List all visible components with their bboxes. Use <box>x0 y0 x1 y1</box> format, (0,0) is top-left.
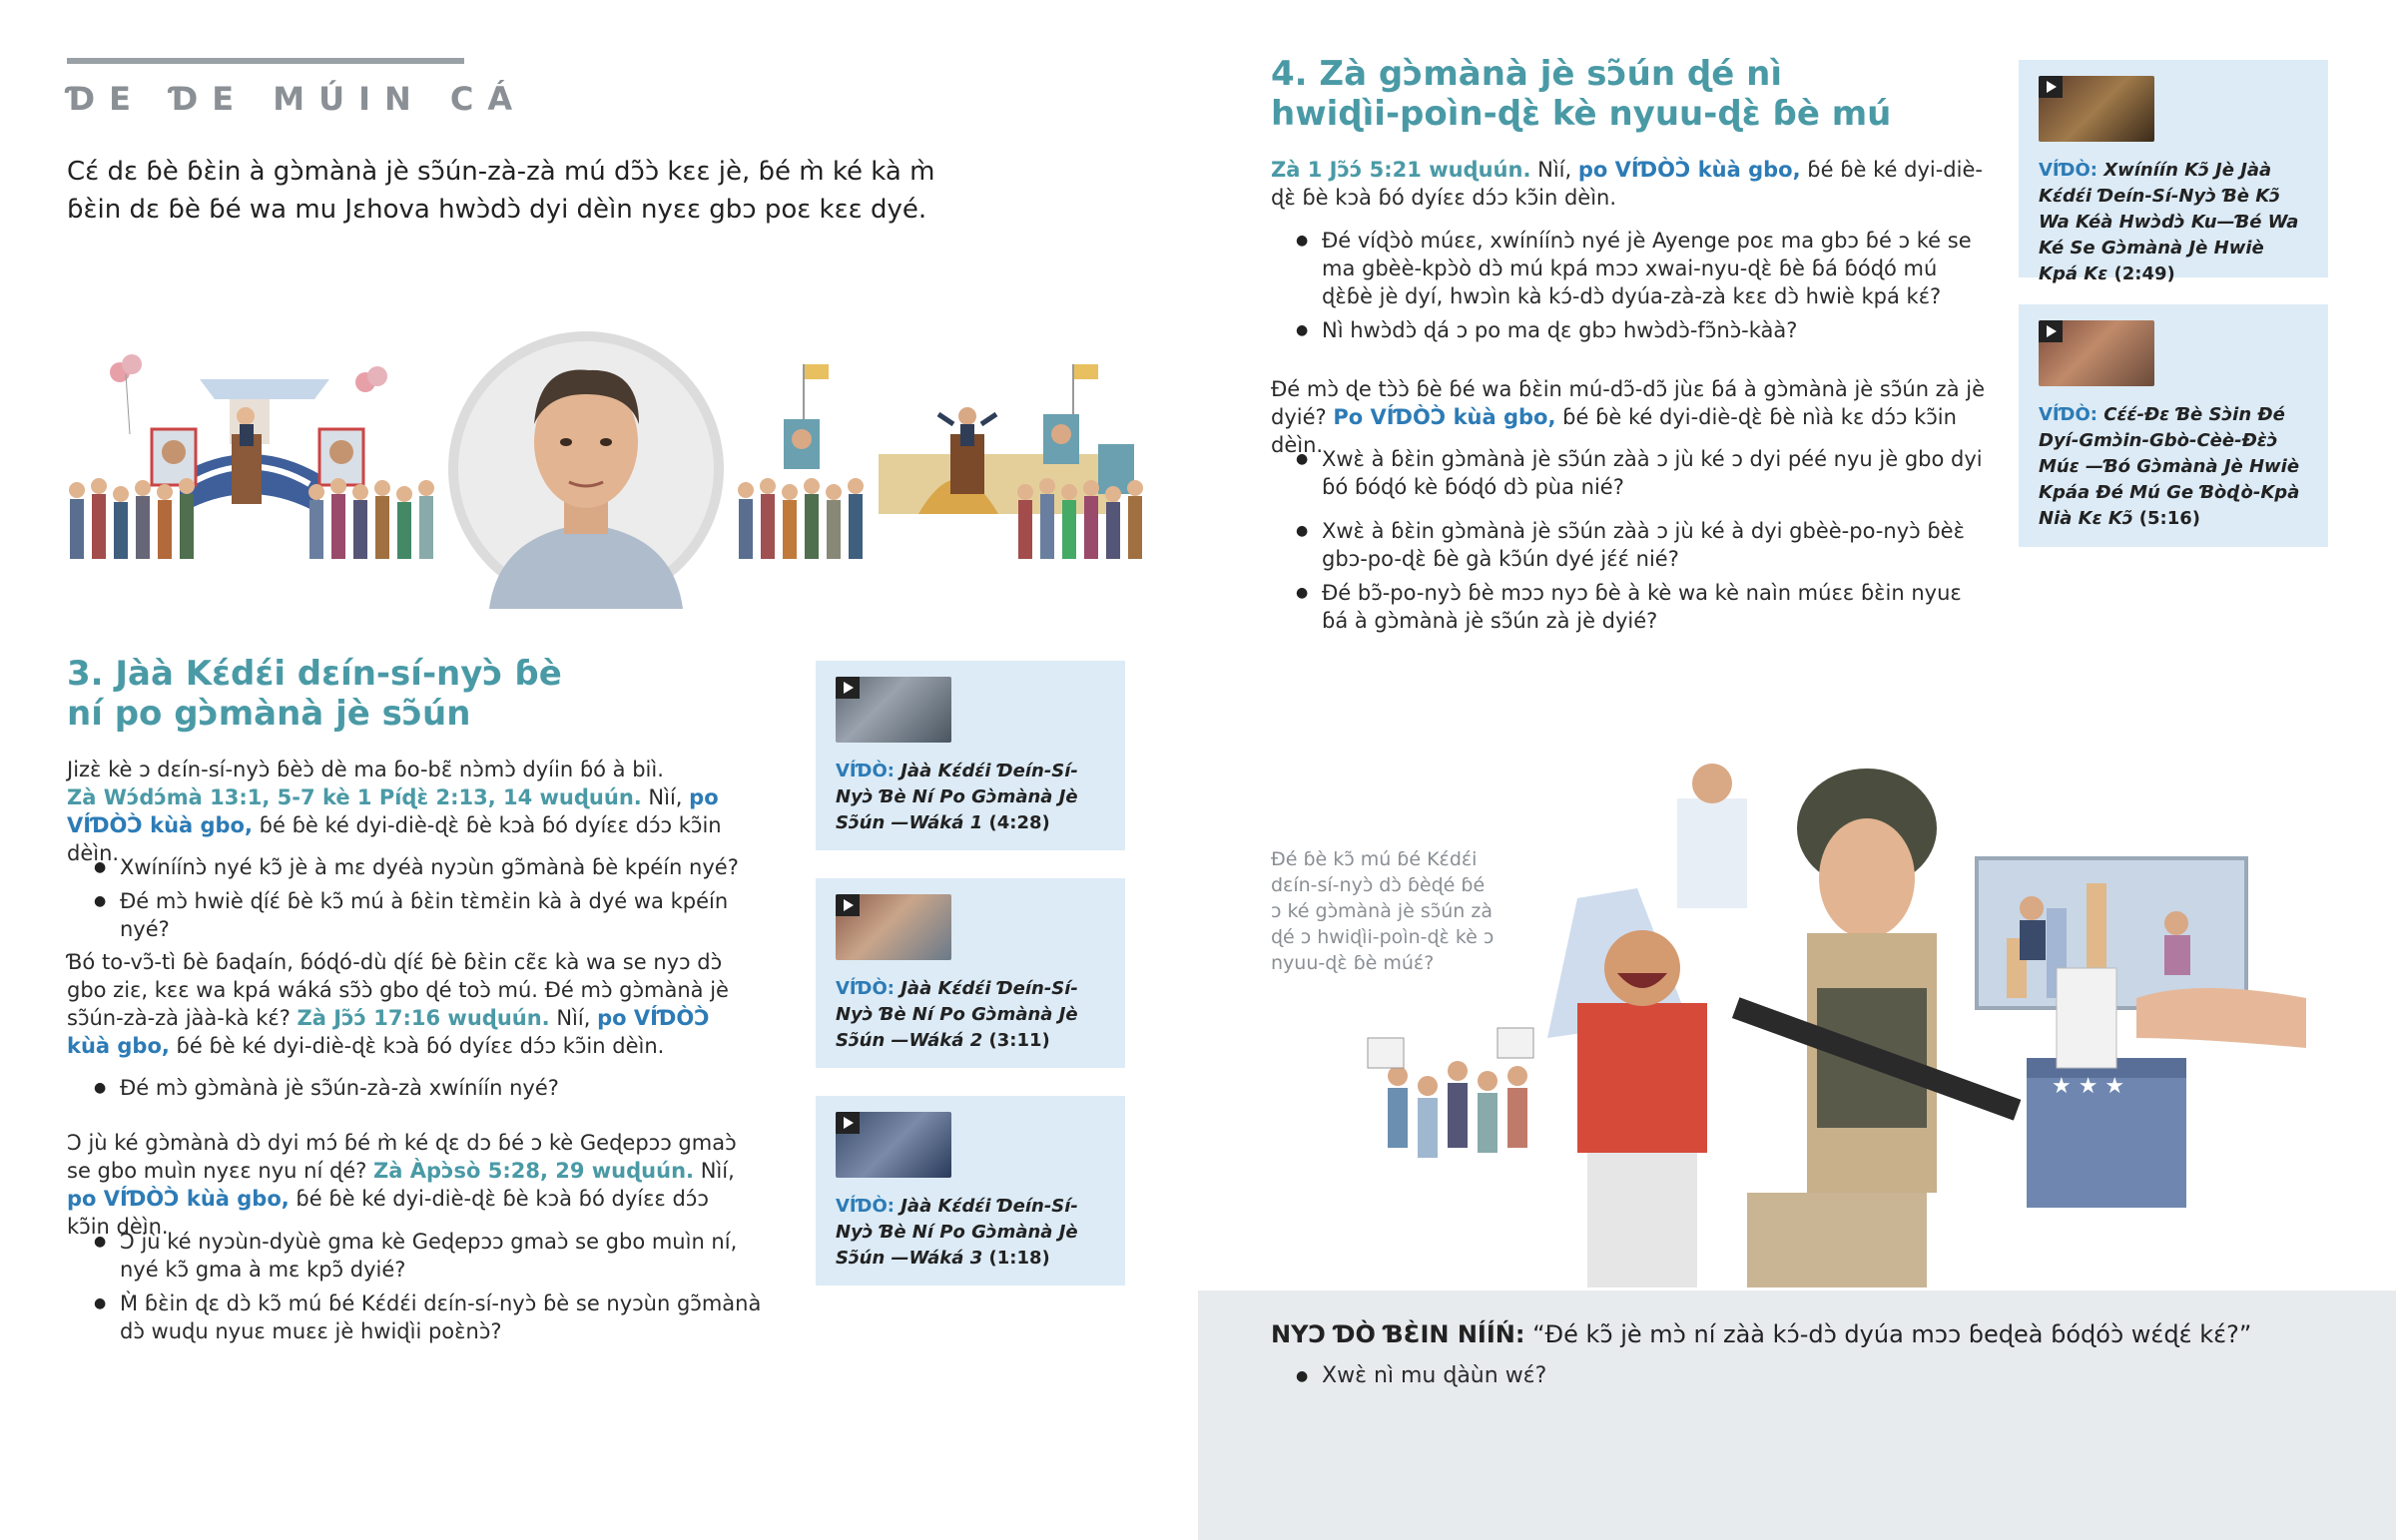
play-icon[interactable] <box>2039 76 2063 98</box>
question-item: ● Xwɛ̀ à ɓɛ̀in gɔ̀mànà jè sɔ̃ún zàà ɔ jù ké ɔ dyi péé nyu jè gbo dyi ɓó ɓóɖó kè ɓóɖó dɔ̀ pùa nié? <box>1294 445 1993 501</box>
section-4-questions-1 <box>1294 227 1993 350</box>
scripture-reference[interactable]: Zà Wɔ́dɔ́mà 13:1, 5-7 kè 1 Píɖɛ̀ 2:13, 14 wuɖuún. <box>67 785 642 809</box>
video-card-3[interactable] <box>816 1096 1125 1285</box>
section-3-heading <box>67 654 826 734</box>
question-item: ● Ɖé mɔ̀ gɔ̀mànà jè sɔ̃ún-zà-zà xwíníín nyé? <box>92 1074 771 1102</box>
discussion-prompt <box>1271 1317 2329 1351</box>
paragraph-text: ɓé ɓè ké dyi-diè-ɖɛ̀ ɓè kɔà ɓó dyíɛɛ dɔ́ɔ kɔ̃in dèìn. <box>67 1187 709 1239</box>
video-thumbnail[interactable] <box>2039 320 2154 386</box>
paragraph-text: Ɖé mɔ̀ ɖe tɔ̀ɔ̀ ɓè ɓé wa ɓɛ̀in mú-dɔ̃-dɔ̃ jùɛ ɓá à gɔ̀mànà jè sɔ̃ún zà jè dyié? <box>1271 377 1985 429</box>
video-thumbnail[interactable] <box>836 677 951 743</box>
video-duration: (1:18) <box>988 1248 1050 1269</box>
scripture-reference[interactable]: Zà Jɔ̃ɔ́ 17:16 wuɖuún. <box>297 1006 550 1030</box>
section-title: ƊE ƊE MÚIN CÁ <box>67 80 527 118</box>
play-icon[interactable] <box>836 677 860 699</box>
neutrality-illustration <box>1348 759 2366 1287</box>
paragraph-text: ɓé ɓè ké dyi-diè-ɖɛ̀ kɔà ɓó dyíɛɛ dɔ́ɔ kɔ̃in dèìn. <box>169 1034 665 1058</box>
video-duration: (3:11) <box>988 1030 1050 1051</box>
video-link[interactable]: Po VÍƊÒƆ̀ kùà gbo, <box>1333 405 1556 429</box>
left-rally-scene <box>69 354 434 559</box>
section-3-paragraph-1 <box>67 756 756 867</box>
video-label: VÍƊÒ: <box>836 761 895 781</box>
section-4-questions-2 <box>1294 445 1993 641</box>
scripture-reference[interactable]: Zà 1 Jɔ̃ɔ́ 5:21 wuɖuún. <box>1271 158 1531 182</box>
paragraph-text: Ɔ jù ké gɔ̀mànà dɔ̀ dyi mɔ́ ɓé m̀ ké ɖɛ dɔ ɓé ɔ kè Geɖepɔɔ gmaɔ̀ se gbo muìn nyɛɛ nyu ní ɖé? <box>67 1131 737 1183</box>
video-duration: (4:28) <box>988 812 1050 833</box>
section-4-heading <box>1271 54 1990 134</box>
section-4-heading-line1: 4. Zà gɔ̀mànà jè sɔ̃ún ɖé nì <box>1271 54 1783 94</box>
section-3-paragraph-3 <box>67 1129 756 1241</box>
video-title: Xwíníín Kɔ̃ Jè Jàà Kɛ́dɛ́i Ɗeín-Sí-Nyɔ̀ Ɓè Kɔ̃ Wa Kéà Hwɔ̀dɔ̀ Ku—Ɓé Wa Ké Se Gɔ̀mànà Jè Hwiè Kpá Kɛ <box>2039 160 2299 284</box>
section-3-heading-line2: ní po gɔ̀mànà jè sɔ̃ún <box>67 694 471 734</box>
section-4-paragraph-1 <box>1271 156 1990 212</box>
video-caption <box>836 976 1105 1054</box>
section-title-rule <box>67 58 464 64</box>
right-rally-scene <box>738 364 1143 559</box>
video-thumbnail[interactable] <box>2039 76 2154 142</box>
video-duration: (2:49) <box>2113 263 2175 284</box>
video-link[interactable]: po VÍƊÒƆ̀ kùà gbo, <box>67 785 719 837</box>
video-caption <box>836 1194 1105 1272</box>
video-title: Jàà Kɛ́dɛ́i Ɗeín-Sí-Nyɔ̀ Ɓè Ní Po Gɔ̀mànà Jè Sɔ̃ún —Wáká 2 <box>836 978 1078 1051</box>
play-icon[interactable] <box>2039 320 2063 342</box>
question-item: ● Ɖé mɔ̀ hwiè ɖíɛ́ ɓè kɔ̃ mú à ɓɛ̀in tɛ̀mɛ̀in kà à dyé wa kpéín nyé? <box>92 887 771 943</box>
section-3-questions-2 <box>92 1074 771 1108</box>
illustration-caption: Ɖé ɓè kɔ̃ mú ɓé Kɛ́dɛ́i dɛín-sí-nyɔ̀ dɔ̀ ɓèɖé ɓé ɔ ké gɔ̀mànà jè sɔ̃ún zà ɖé ɔ hwiɖìi-poìn-ɖɛ̀ kè ɔ nyuu-ɖɛ̀ ɓè múɛ́? <box>1271 848 1495 974</box>
video-caption <box>2039 158 2308 287</box>
video-label: VÍƊÒ: <box>836 978 895 999</box>
video-card-2[interactable] <box>816 878 1125 1068</box>
paragraph-text: Nìí, <box>641 785 690 809</box>
svg-text:★ ★ ★: ★ ★ ★ <box>2052 1074 2125 1099</box>
question-item: ● Nì hwɔ̀dɔ̀ ɖá ɔ po ma ɖɛ gbɔ hwɔ̀dɔ̀-fɔ̃nɔ̀-kàà? <box>1294 316 1993 344</box>
question-item: ● M̀ ɓɛ̀in ɖɛ dɔ̀ kɔ̃ mú ɓé Kɛ́dɛ́i dɛín-sí-nyɔ̀ ɓè se nyɔùn gɔ̃mànà dɔ̀ wuɖu nyuɛ muɛɛ jè hwiɖìi poɛ̀nɔ̀? <box>92 1289 771 1345</box>
video-link[interactable]: po VÍƊÒƆ̀ kùà gbo, <box>1577 158 1801 182</box>
video-card-1[interactable] <box>816 661 1125 850</box>
video-label: VÍƊÒ: <box>2039 160 2097 181</box>
video-caption <box>836 759 1105 836</box>
question-item: ● Xwɛ̀ nì mu ɖàùn wɛ́? <box>1294 1362 2192 1390</box>
video-thumbnail[interactable] <box>836 1112 951 1178</box>
video-label: VÍƊÒ: <box>2039 404 2097 425</box>
section-3-heading-line1: 3. Jàà Kɛ́dɛ́i dɛín-sí-nyɔ̀ ɓè <box>67 654 562 694</box>
discussion-questions <box>1294 1362 2192 1396</box>
paragraph-text: Nìí, <box>1530 158 1578 182</box>
video-title: Jàà Kɛ́dɛ́i Ɗeín-Sí-Nyɔ̀ Ɓè Ní Po Gɔ̀mànà Jè Sɔ̃ún —Wáká 3 <box>836 1196 1078 1269</box>
scripture-reference[interactable]: Zà Àpɔ̀sò 5:28, 29 wuɖuún. <box>373 1159 695 1183</box>
paragraph-text: ɓé ɓè ké dyi-diè-ɖɛ̀ ɓè kɔà ɓó dyíɛɛ dɔ́ɔ kɔ̃in dèìn. <box>67 813 722 865</box>
section-3-questions-1 <box>92 853 771 949</box>
play-icon[interactable] <box>836 1112 860 1134</box>
section-4-heading-line2: hwiɖìi-poìn-ɖɛ̀ kè nyuu-ɖɛ̀ ɓè mú <box>1271 94 1892 134</box>
question-item: ● Xwɛ̀ à ɓɛ̀in gɔ̀mànà jè sɔ̃ún zàà ɔ jù ké à dyi gbèè-po-nyɔ̀ ɓèɛ̀ gbɔ-po-ɖɛ̀ ɓè gà kɔ̃ún dyé jɛ́ɛ́ nié? <box>1294 517 1993 573</box>
discussion-label: NYƆ ƊÒ ƁƐ̀IN NÍÍŃ: <box>1271 1320 1525 1348</box>
section-3-paragraph-2 <box>67 948 756 1060</box>
paragraph-text: Ɓó to-vɔ̃-tì ɓè ɓaɖaín, ɓóɖó-dù ɖíɛ́ ɓè ɓɛ̀in cɛ̃ɛ kà wa se nyɔ dɔ̀ gbo ziɛ, kɛɛ wa kpá wáká sɔ̃ɔ̀ gbo ɖé toɔ̀ mú. Ɖé mɔ̀ gɔ̀mànà jè sɔ̃ún-zà-zà jàà-kà kɛ́? <box>67 950 729 1030</box>
video-link[interactable]: po VÍƊÒƆ̀ kùà gbo, <box>67 1187 290 1211</box>
question-item: ● Ɔ jù ké nyɔùn-dyùè gma kè Geɖepɔɔ gmaɔ̀ se gbo muìn ní, nyé kɔ̃ gma à mɛ kpɔ̃ dyié? <box>92 1228 771 1283</box>
video-card-4[interactable] <box>2019 60 2328 284</box>
question-item: ● Xwíníínɔ̀ nyé kɔ̃ jè à mɛ dyéà nyɔùn gɔ̃mànà ɓè kpéín nyé? <box>92 853 771 881</box>
video-thumbnail[interactable] <box>836 894 951 960</box>
section-3-questions-3 <box>92 1228 771 1351</box>
paragraph-text: Jizɛ̀ kè ɔ dɛín-sí-nyɔ̀ ɓèɔ̀ dè ma ɓo-bɛ̃ nɔ̀mɔ̀ dyíin ɓó à biì. <box>67 758 664 781</box>
video-caption <box>2039 402 2308 532</box>
video-duration: (5:16) <box>2138 508 2201 529</box>
video-card-5[interactable] <box>2019 304 2328 547</box>
video-title: Jàà Kɛ́dɛ́i Ɗeín-Sí-Nyɔ̀ Ɓè Ní Po Gɔ̀mànà Jè Sɔ̃ún —Wáká 1 <box>836 761 1078 833</box>
video-label: VÍƊÒ: <box>836 1196 895 1217</box>
paragraph-text: Nìí, <box>694 1159 735 1183</box>
question-item: ● Ɖé víɖɔ̀ò múɛɛ, xwíníínɔ̀ nyé jè Ayenge poɛ ma gbɔ ɓé ɔ ké se ma gbèè-kpɔ̀ò dɔ̀ mú kpá mɔɔ xwai-nyu-ɖɛ̀ ɓè ɓá ɓóɖó mú ɖɛ̀ɓè jè dyí, hwɔìn kà kɔ́-dɔ̀ dyúa-zà-zà kɛɛ dɔ̀ hwiè kpá kɛ́? <box>1294 227 1993 310</box>
paragraph-text: ɓé ɓè ké dyi-diè-ɖɛ̀ ɓè nìà kɛ dɔ́ɔ kɔ̃in dèìn. <box>1271 405 1957 457</box>
paragraph-text: Nìí, <box>549 1006 598 1030</box>
political-rally-illustration <box>60 324 1158 614</box>
video-link[interactable]: po VÍƊÒƆ̀ kùà gbo, <box>67 1006 710 1058</box>
intro-paragraph: Cɛ́ dɛ ɓè ɓɛ̀in à gɔ̀mànà jè sɔ̃ún-zà-zà mú dɔ̃ɔ̀ kɛɛ jè, ɓé m̀ ké kà m̀ ɓɛ̀in dɛ ɓè ɓé wa mu Jɛhova hwɔ̀dɔ̀ dyi dèìn nyɛɛ gbɔ poɛ kɛɛ dyé. <box>67 157 935 225</box>
play-icon[interactable] <box>836 894 860 916</box>
candidate-portrait <box>448 331 724 609</box>
question-item: ● Ɖé bɔ̃-po-nyɔ̀ ɓè mɔɔ nyɔ ɓè à kè wa kè naìn múɛɛ ɓɛ̀in nyuɛ ɓá à gɔ̀mànà jè sɔ̃ún zà jè dyié? <box>1294 579 1993 635</box>
video-title: Cɛ́ɛ́-Ɖɛ Ɓè Sɔ̀in Ɖé Dyí-Gmɔ̀in-Gbò-Cèè-Ɖɛ̀ɔ̀ Múɛ —Ɓó Gɔ̀mànà Jè Hwiè Kpáa Ɖé Mú Ge Ɓòɖò-Kpà Nià Kɛ Kɔ̃ <box>2039 404 2300 529</box>
paragraph-text: ɓé ɓè ké dyi-diè-ɖɛ̀ ɓè kɔà ɓó dyíɛɛ dɔ́ɔ kɔ̃in dèìn. <box>1271 158 1983 210</box>
discussion-question: “Ɖé kɔ̃ jè mɔ̀ ní zàà kɔ́-dɔ̀ dyúa mɔɔ ɓeɖeà ɓóɖóɔ̀ wɛ́ɖɛ́ kɛ́?” <box>1532 1320 2252 1348</box>
